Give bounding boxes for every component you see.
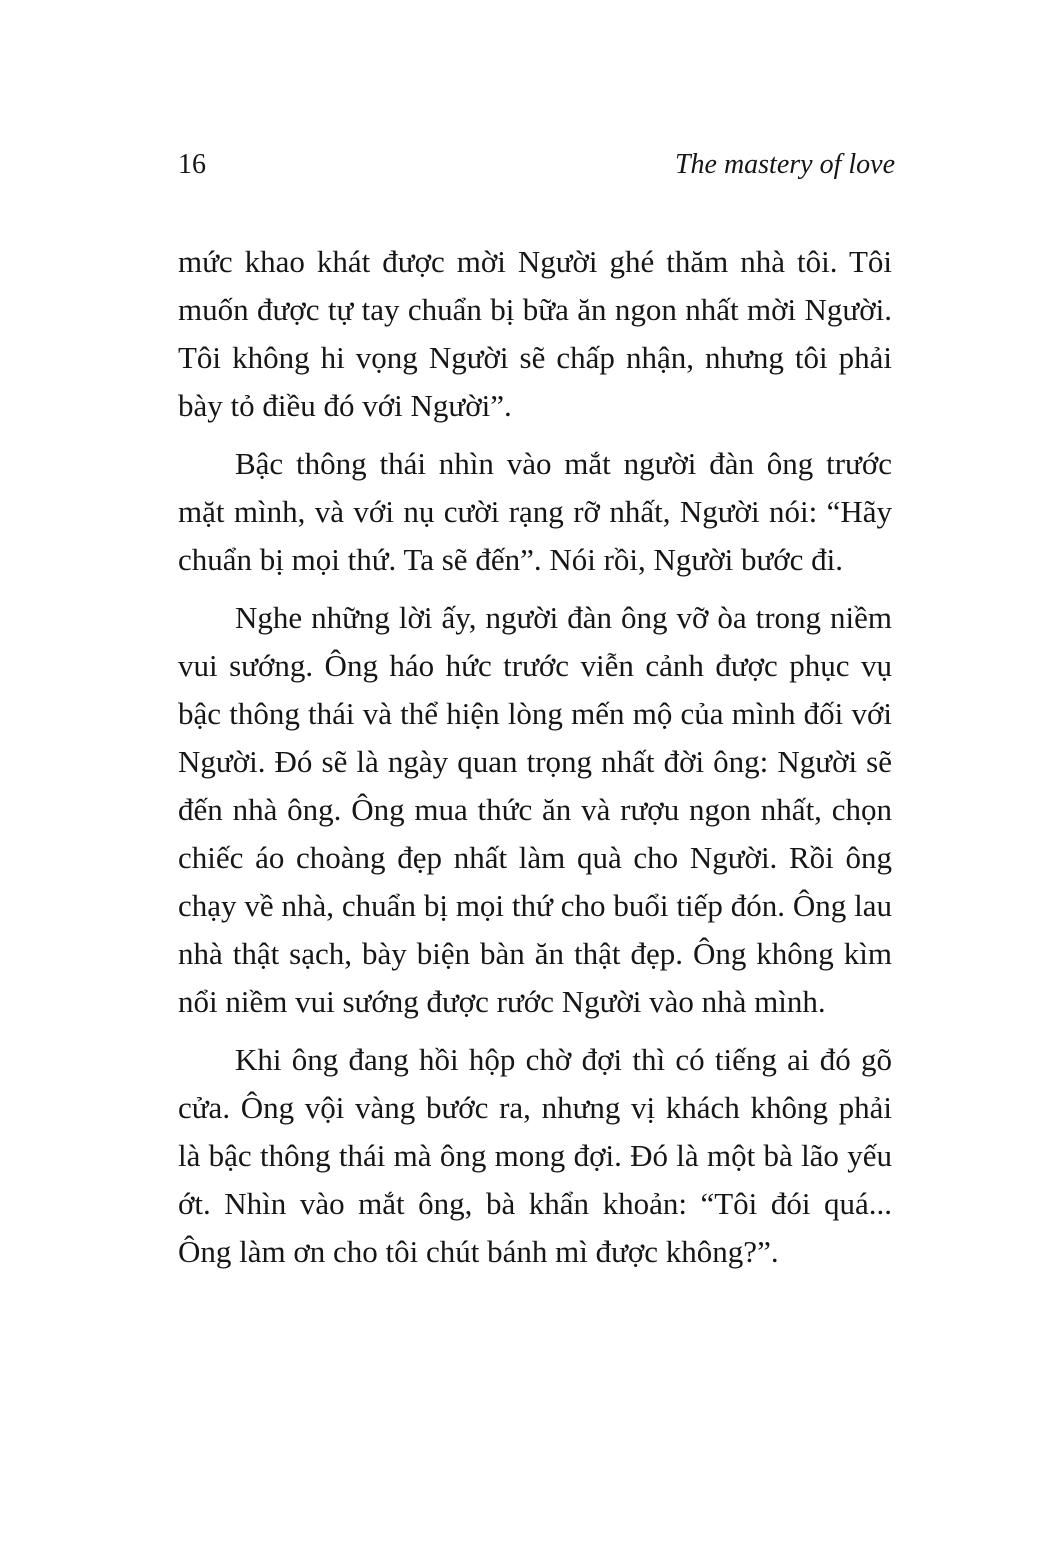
paragraph: Nghe những lời ấy, người đàn ông vỡ òa trong niềm vui sướng. Ông háo hức trước viễn cảnh được phục vụ bậc thông thái và thể hiện lòng mến mộ của mình đối với Người. Đó sẽ là ngày quan trọng nhất đời ông: Người sẽ đến nhà ông. Ông mua thức ăn và rượu ngon nhất, chọn chiếc áo choàng đẹp nhất làm quà cho Người. Rồi ông chạy về nhà, chuẩn bị mọi thứ cho buổi tiếp đón. Ông lau nhà thật sạch, bày biện bàn ăn thật đẹp. Ông không kìm nổi niềm vui sướng được rước Người vào nhà mình. — [178, 600, 892, 1019]
paragraph: mức khao khát được mời Người ghé thăm nhà tôi. Tôi muốn được tự tay chuẩn bị bữa ăn ngon nhất mời Người. Tôi không hi vọng Người sẽ chấp nhận, nhưng tôi phải bày tỏ điều đó với Người”. — [178, 244, 892, 423]
paragraph: Khi ông đang hồi hộp chờ đợi thì có tiếng ai đó gõ cửa. Ông vội vàng bước ra, nhưng vị khách không phải là bậc thông thái mà ông mong đợi. Đó là một bà lão yếu ớt. Nhìn vào mắt ông, bà khẩn khoản: “Tôi đói quá... Ông làm ơn cho tôi chút bánh mì được không?”. — [178, 1042, 892, 1269]
body-text — [178, 238, 892, 1286]
running-title: The mastery of love — [674, 149, 895, 180]
page-header — [178, 148, 895, 182]
page-number: 16 — [178, 149, 206, 180]
paragraph: Bậc thông thái nhìn vào mắt người đàn ông trước mặt mình, và với nụ cười rạng rỡ nhất, Người nói: “Hãy chuẩn bị mọi thứ. Ta sẽ đến”. Nói rồi, Người bước đi. — [178, 446, 892, 577]
